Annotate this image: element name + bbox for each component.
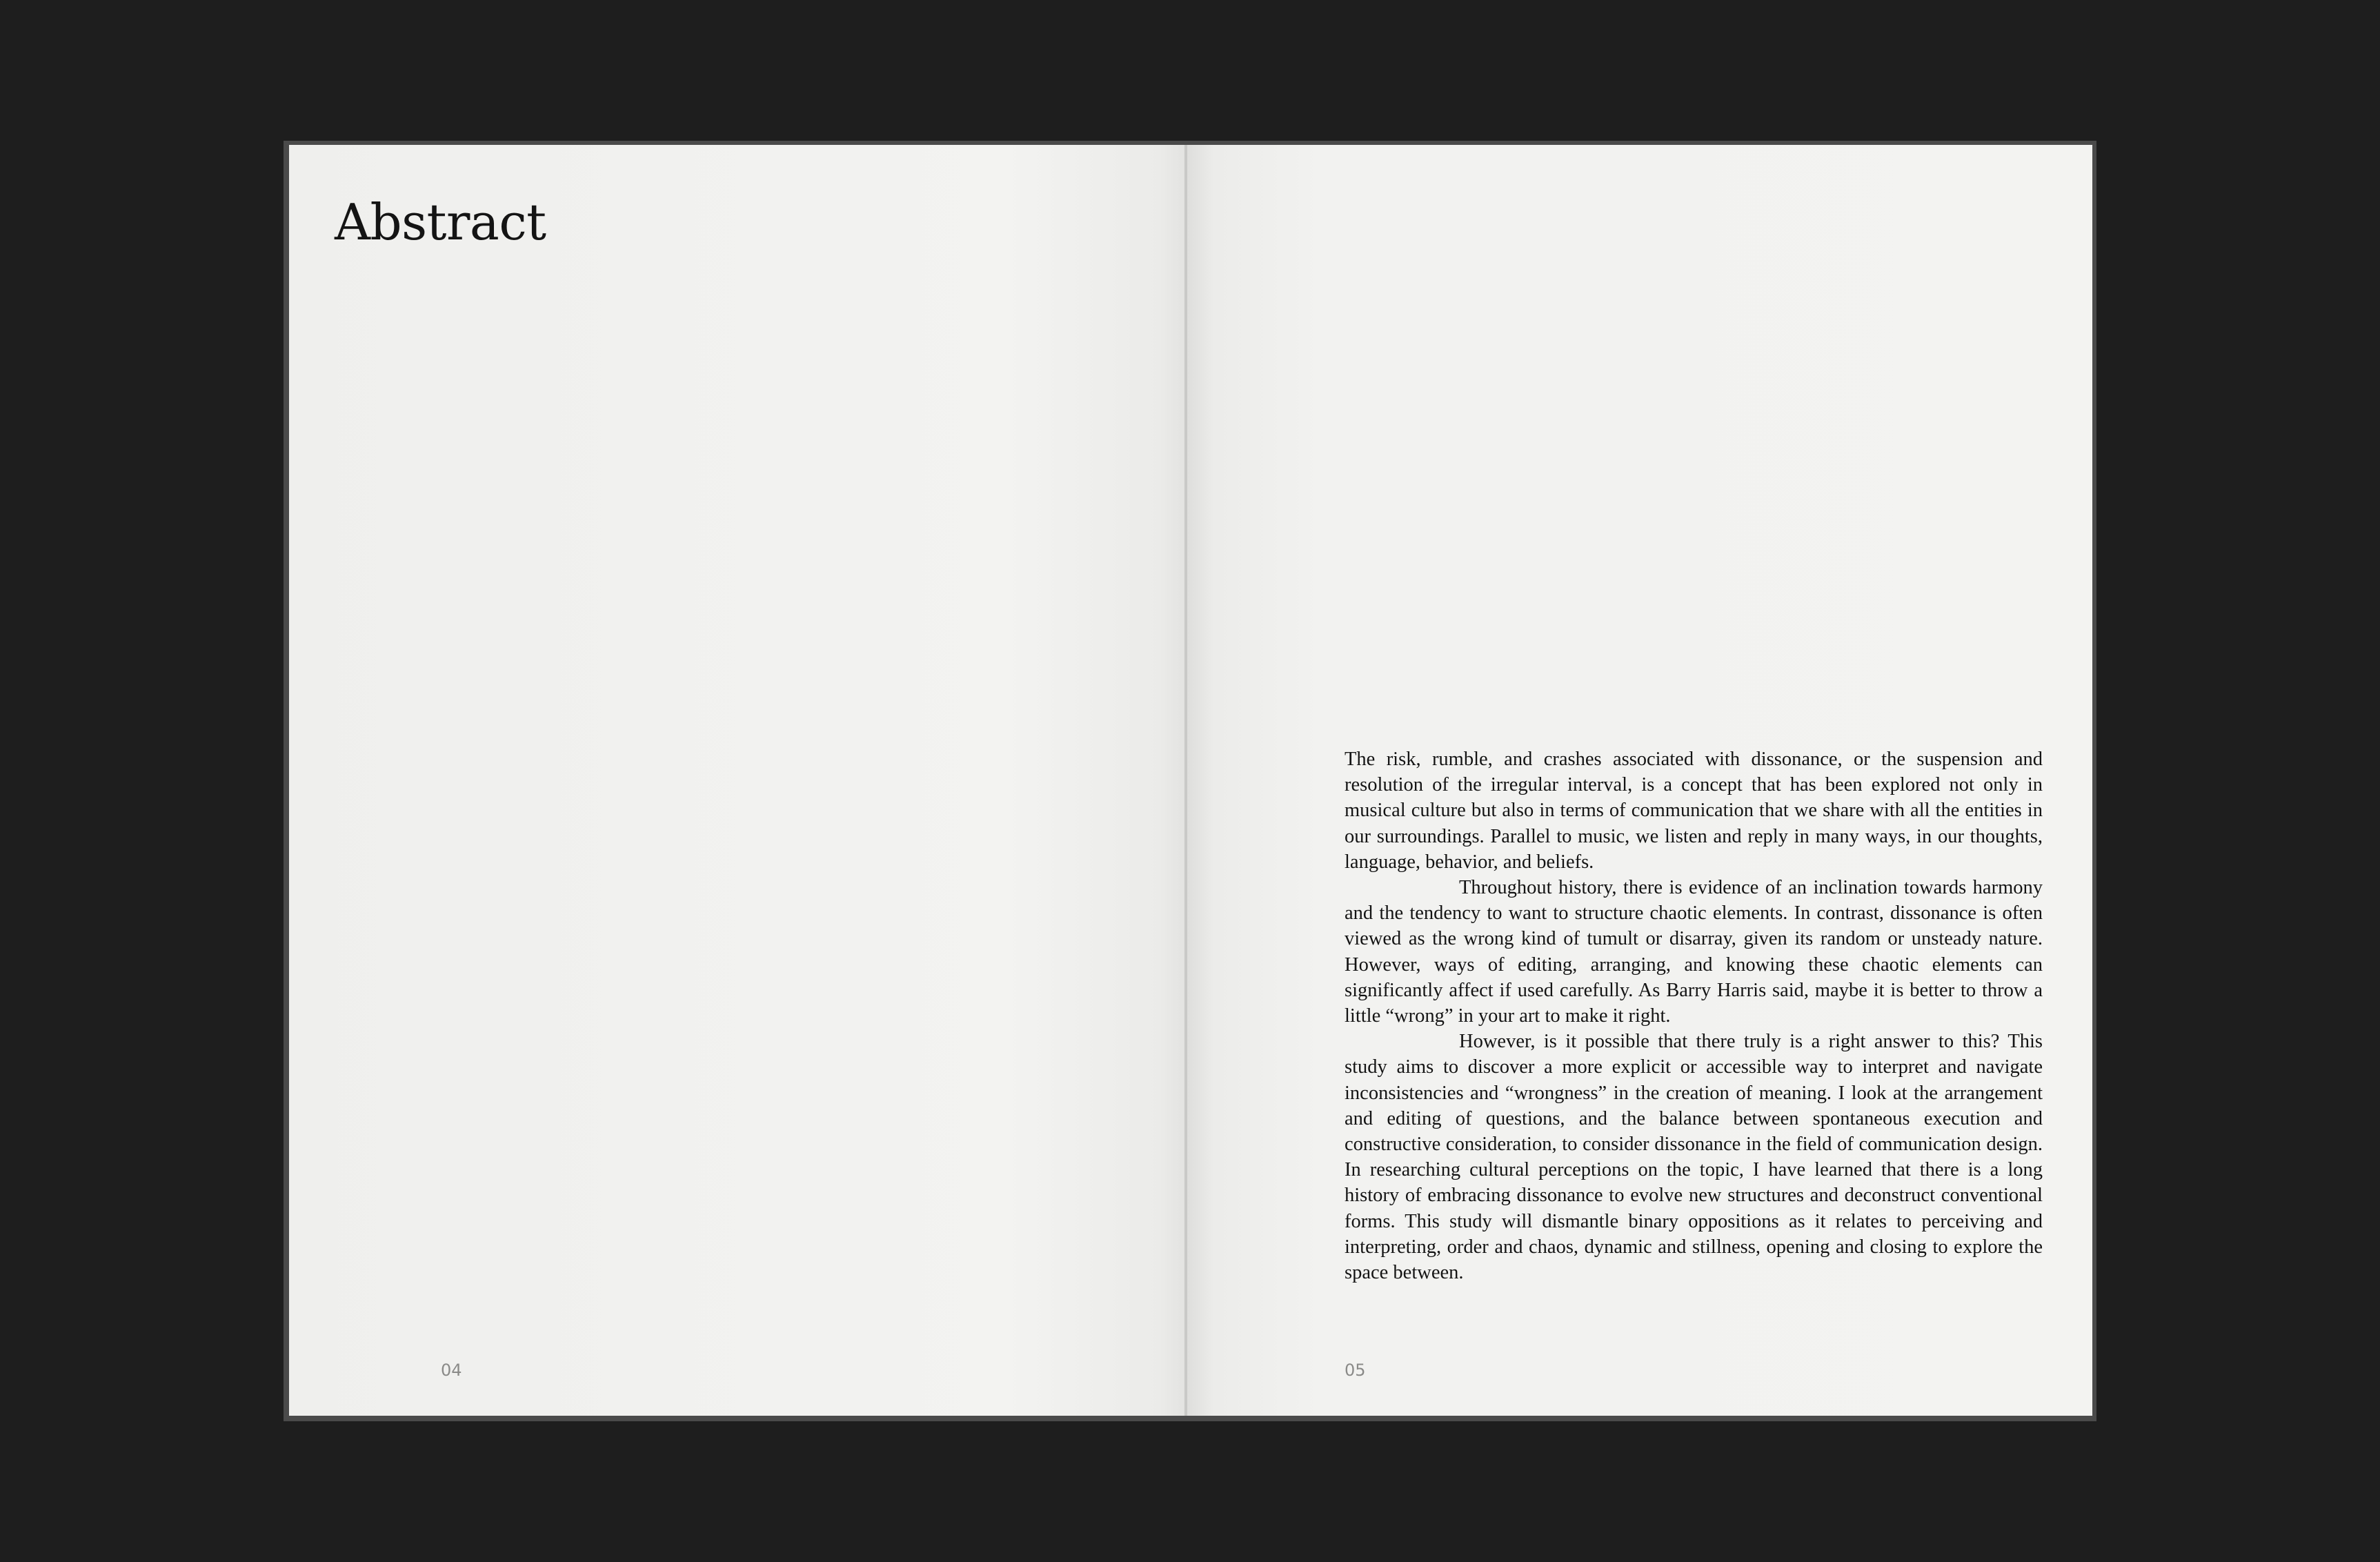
right-page (1187, 145, 2092, 1416)
page-number-right: 05 (1345, 1361, 1366, 1380)
paragraph: However, is it possible that there truly is a right answer to this? This study aims to discover a more explicit or accessible way to interpret and navigate inconsistencies and “wrongness” in the creation of meaning. I look at the arrangement and editing of questions, and the balance between spontaneous execution and constructive consideration, to consider dissonance in the field of communication design. In researching cultural perceptions on the topic, I have learned that there is a long history of embracing dissonance to evolve new structures and deconstruct conventional forms. This study will dismantle binary oppositions as it relates to perceiving and interpreting, order and chaos, dynamic and stillness, opening and closing to explore the space between. (1345, 1031, 2043, 1284)
page-title: Abstract (335, 193, 546, 251)
left-page (289, 145, 1187, 1416)
abstract-body (1345, 747, 2043, 1285)
paragraph: The risk, rumble, and crashes associated with dissonance, or the suspension and resolution of the irregular interval, is a concept that has been explored not only in musical culture but also in terms of communication that we share with all the entities in our surroundings. Parallel to music, we listen and reply in many ways, in our thoughts, language, behavior, and beliefs. (1345, 749, 2043, 873)
page-number-left: 04 (441, 1361, 462, 1380)
book-spread (284, 141, 2096, 1421)
paragraph: Throughout history, there is evidence of an inclination towards harmony and the tendency to want to structure chaotic elements. In contrast, dissonance is often viewed as the wrong kind of tumult or disarray, given its random or unsteady nature. However, ways of editing, arranging, and knowing these chaotic elements can significantly affect if used carefully. As Barry Harris said, maybe it is better to throw a little “wrong” in your art to make it right. (1345, 877, 2043, 1027)
